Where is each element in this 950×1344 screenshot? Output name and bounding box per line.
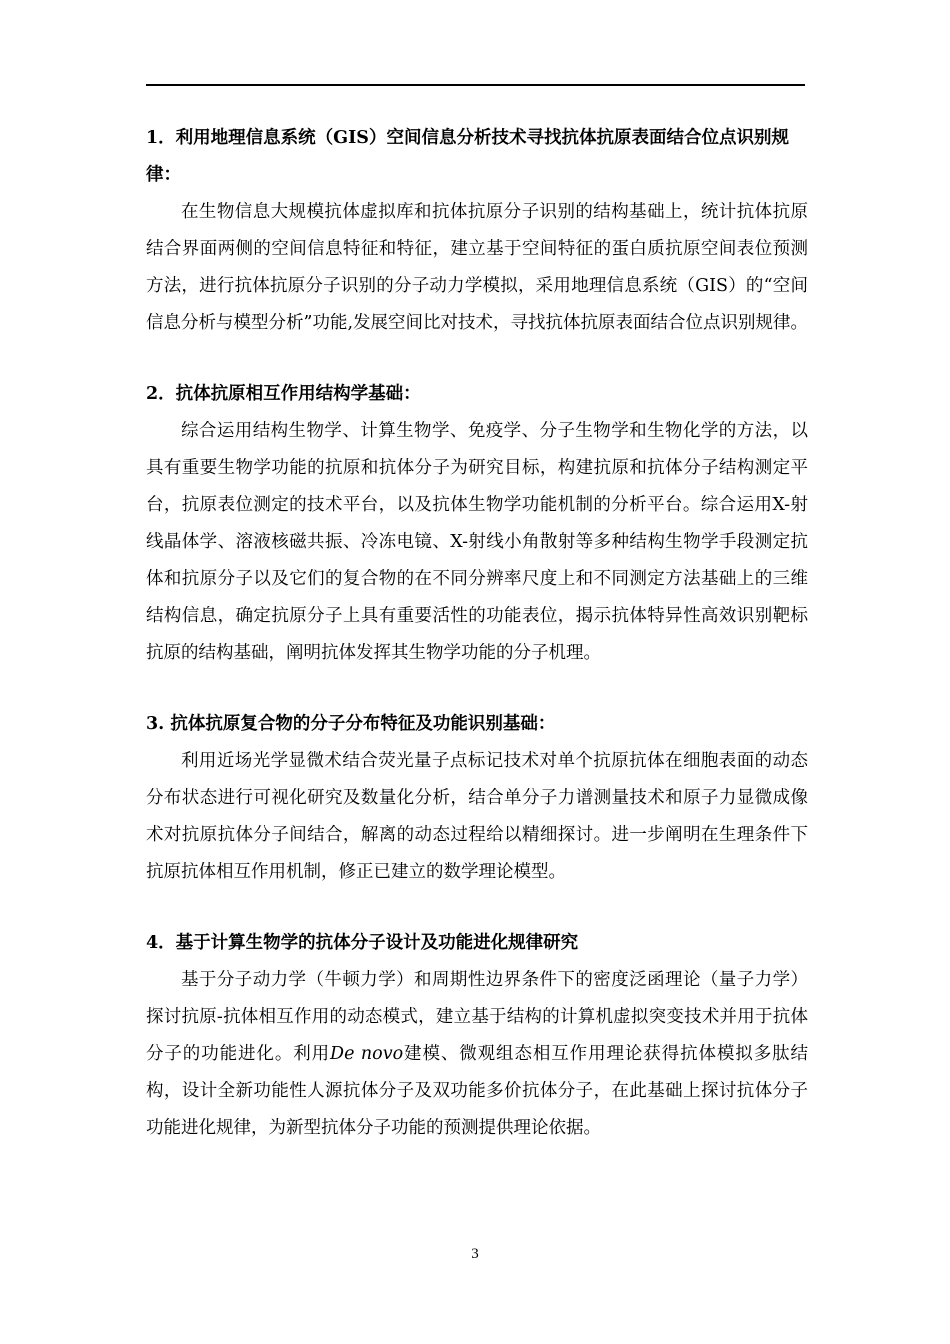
section-3 — [146, 706, 808, 891]
section-1 — [146, 120, 808, 342]
section-paragraph: 利用近场光学显微术结合荧光量子点标记技术对单个抗原抗体在细胞表面的动态分布状态进行可视化研究及数量化分析，结合单分子力谱测量技术和原子力显微成像术对抗原抗体分子间结合，解离的动态过程给以精细探讨。进一步阐明在生理条件下抗原抗体相互作用机制，修正已建立的数学理论模型。 — [146, 751, 808, 882]
section-heading: 3. 抗体抗原复合物的分子分布特征及功能识别基础： — [146, 714, 556, 734]
italic-term: De novo — [330, 1044, 404, 1064]
section-heading: 2．抗体抗原相互作用结构学基础： — [146, 384, 421, 404]
paragraph-text: 建模、微观组态相互作用理论获得抗体模拟多肽结构，设计全新功能性人源抗体分子及双功能多价抗体分子，在此基础上探讨抗体分子功能进化规律，为新型抗体分子功能的预测提供理论依据。 — [146, 1044, 809, 1138]
header-rule — [146, 84, 805, 86]
section-paragraph: 在生物信息大规模抗体虚拟库和抗体抗原分子识别的结构基础上，统计抗体抗原结合界面两侧的空间信息特征和特征，建立基于空间特征的蛋白质抗原空间表位预测方法，进行抗体抗原分子识别的分子动力学模拟，采用地理信息系统（GIS）的“空间信息分析与模型分析”功能,发展空间比对技术，寻找抗体抗原表面结合位点识别规律。 — [146, 202, 809, 333]
section-paragraph: 综合运用结构生物学、计算生物学、免疫学、分子生物学和生物化学的方法，以具有重要生物学功能的抗原和抗体分子为研究目标，构建抗原和抗体分子结构测定平台，抗原表位测定的技术平台，以及抗体生物学功能机制的分析平台。综合运用X-射线晶体学、溶液核磁共振、冷冻电镜、X-射线小角散射等多种结构生物学手段测定抗体和抗原分子以及它们的复合物的在不同分辨率尺度上和不同测定方法基础上的三维结构信息，确定抗原分子上具有重要活性的功能表位，揭示抗体特异性高效识别靶标抗原的结构基础，阐明抗体发挥其生物学功能的分子机理。 — [146, 421, 808, 663]
page-number: 3 — [471, 1246, 479, 1262]
document-body — [146, 120, 808, 1181]
section-2 — [146, 376, 808, 672]
section-paragraph — [146, 962, 808, 1147]
section-heading: 4．基于计算生物学的抗体分子设计及功能进化规律研究 — [146, 933, 579, 953]
paragraph-text: 基于分子动力学（牛顿力学）和周期性边界条件下的密度泛函理论（量子力学）探讨抗原-抗体相互作用的动态模式，建立基于结构的计算机虚拟突变技术并用于抗体分子的功能进化。利用 — [146, 970, 808, 1064]
section-heading: 1．利用地理信息系统（GIS）空间信息分析技术寻找抗体抗原表面结合位点识别规律： — [146, 128, 789, 185]
section-4 — [146, 925, 808, 1147]
